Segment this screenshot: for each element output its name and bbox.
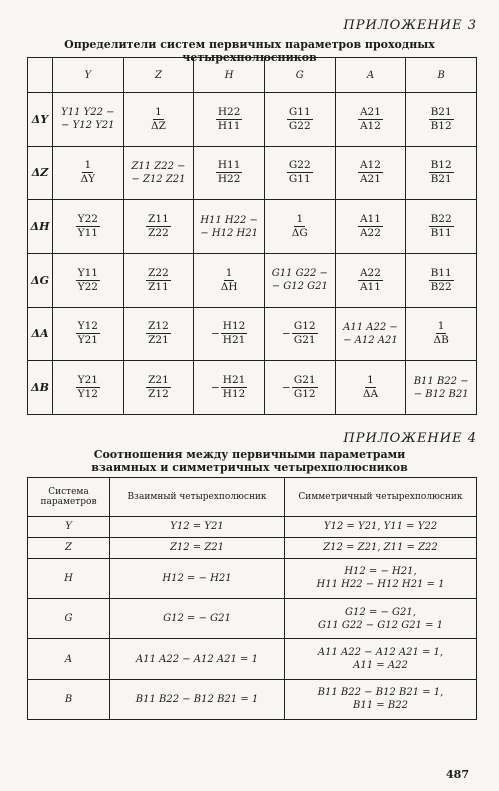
row-header: ΔA xyxy=(28,307,53,361)
table-row xyxy=(28,679,477,719)
formula-cell: $\frac{A21}{A12}$ xyxy=(335,93,406,147)
formula-cell: $\frac{Y12}{Y21}$ xyxy=(53,307,124,361)
formula-cell: − $\frac{G21}{G12}$ xyxy=(264,361,335,415)
table-row xyxy=(28,93,477,147)
appendix3-title: Определители систем первичных параметров проходных четырехполюсников xyxy=(64,38,435,64)
appendix4-title-line2: взаимных и симметричных четырехполюсников xyxy=(91,461,408,474)
reciprocal-cell: G12 = − G21 xyxy=(110,599,285,639)
appendix4-title-line1: Соотношения между первичными параметрами xyxy=(93,448,406,461)
formula-cell: $\frac{Z21}{Z12}$ xyxy=(123,361,194,415)
formula-cell: $\frac{1}{\Delta H}$ xyxy=(194,253,265,307)
formula-cell: H11 H22 − − H12 H21 xyxy=(194,200,265,254)
table-header-row xyxy=(28,478,477,517)
table-row xyxy=(28,200,477,254)
formula-cell: $\frac{A11}{A22}$ xyxy=(335,200,406,254)
table-row xyxy=(28,639,477,679)
appendix3-label: ПРИЛОЖЕНИЕ 3 xyxy=(343,18,477,33)
row-header: ΔY xyxy=(28,93,53,147)
column-header: Y xyxy=(53,58,124,93)
reciprocal-cell: A11 A22 − A12 A21 = 1 xyxy=(110,639,285,679)
formula-cell: Y11 Y22 − − Y12 Y21 xyxy=(53,93,124,147)
reciprocal-cell: B11 B22 − B12 B21 = 1 xyxy=(110,679,285,719)
formula-cell: $\frac{H22}{H11}$ xyxy=(194,93,265,147)
table-row xyxy=(28,517,477,538)
table-row xyxy=(28,558,477,598)
row-header: ΔZ xyxy=(28,146,53,200)
formula-cell: $\frac{Y11}{Y22}$ xyxy=(53,253,124,307)
formula-cell: $\frac{1}{\Delta A}$ xyxy=(335,361,406,415)
formula-cell: − $\frac{H12}{H21}$ xyxy=(194,307,265,361)
formula-cell: $\frac{A22}{A11}$ xyxy=(335,253,406,307)
column-header: H xyxy=(194,58,265,93)
formula-cell: $\frac{Y22}{Y11}$ xyxy=(53,200,124,254)
reciprocal-cell: Z12 = Z21 xyxy=(110,537,285,558)
table-row xyxy=(28,537,477,558)
formula-cell: $\frac{B12}{B21}$ xyxy=(406,146,477,200)
formula-cell: $\frac{Z11}{Z22}$ xyxy=(123,200,194,254)
formula-cell: $\frac{G11}{G22}$ xyxy=(264,93,335,147)
symmetric-cell: Y12 = Y21, Y11 = Y22 xyxy=(285,517,477,538)
table-row xyxy=(28,253,477,307)
system-cell: G xyxy=(28,599,110,639)
column-header: Взаимный четырехполюсник xyxy=(110,478,285,517)
reciprocal-cell: H12 = − H21 xyxy=(110,558,285,598)
formula-cell: − $\frac{H21}{H12}$ xyxy=(194,361,265,415)
column-header: A xyxy=(335,58,406,93)
formula-cell: $\frac{H11}{H22}$ xyxy=(194,146,265,200)
formula-cell: A11 A22 − − A12 A21 xyxy=(335,307,406,361)
column-header: Z xyxy=(123,58,194,93)
formula-cell: $\frac{1}{\Delta Z}$ xyxy=(123,93,194,147)
formula-cell: $\frac{A12}{A21}$ xyxy=(335,146,406,200)
symmetric-cell: Z12 = Z21, Z11 = Z22 xyxy=(285,537,477,558)
determinants-table xyxy=(27,57,477,415)
page-number: 487 xyxy=(446,768,469,781)
column-header: G xyxy=(264,58,335,93)
formula-cell: G11 G22 − − G12 G21 xyxy=(264,253,335,307)
formula-cell: $\frac{Z12}{Z21}$ xyxy=(123,307,194,361)
formula-cell: $\frac{G22}{G11}$ xyxy=(264,146,335,200)
formula-cell: $\frac{1}{\Delta G}$ xyxy=(264,200,335,254)
table-row xyxy=(28,361,477,415)
formula-cell: $\frac{1}{\Delta B}$ xyxy=(406,307,477,361)
column-header: Симметричный четырехполюсник xyxy=(285,478,477,517)
system-cell: B xyxy=(28,679,110,719)
system-cell: Y xyxy=(28,517,110,538)
formula-cell: $\frac{Y21}{Y12}$ xyxy=(53,361,124,415)
formula-cell: Z11 Z22 − − Z12 Z21 xyxy=(123,146,194,200)
symmetric-cell: A11 A22 − A12 A21 = 1, A11 = A22 xyxy=(285,639,477,679)
table-row xyxy=(28,307,477,361)
formula-cell: − $\frac{G12}{G21}$ xyxy=(264,307,335,361)
reciprocal-cell: Y12 = Y21 xyxy=(110,517,285,538)
formula-cell: $\frac{B22}{B11}$ xyxy=(406,200,477,254)
formula-cell: $\frac{B21}{B12}$ xyxy=(406,93,477,147)
symmetric-cell: G12 = − G21, G11 G22 − G12 G21 = 1 xyxy=(285,599,477,639)
symmetric-cell: H12 = − H21, H11 H22 − H12 H21 = 1 xyxy=(285,558,477,598)
corner-cell xyxy=(28,58,53,93)
column-header: B xyxy=(406,58,477,93)
symmetric-cell: B11 B22 − B12 B21 = 1, B11 = B22 xyxy=(285,679,477,719)
table-header-row xyxy=(28,58,477,93)
column-header: Система параметров xyxy=(28,478,110,517)
system-cell: A xyxy=(28,639,110,679)
appendix4-label: ПРИЛОЖЕНИЕ 4 xyxy=(343,431,477,446)
system-cell: Z xyxy=(28,537,110,558)
formula-cell: $\frac{1}{\Delta Y}$ xyxy=(53,146,124,200)
row-header: ΔB xyxy=(28,361,53,415)
table-row xyxy=(28,146,477,200)
row-header: ΔH xyxy=(28,200,53,254)
formula-cell: $\frac{Z22}{Z11}$ xyxy=(123,253,194,307)
formula-cell: $\frac{B11}{B22}$ xyxy=(406,253,477,307)
row-header: ΔG xyxy=(28,253,53,307)
table-row xyxy=(28,599,477,639)
relations-table xyxy=(27,477,477,720)
system-cell: H xyxy=(28,558,110,598)
formula-cell: B11 B22 − − B12 B21 xyxy=(406,361,477,415)
